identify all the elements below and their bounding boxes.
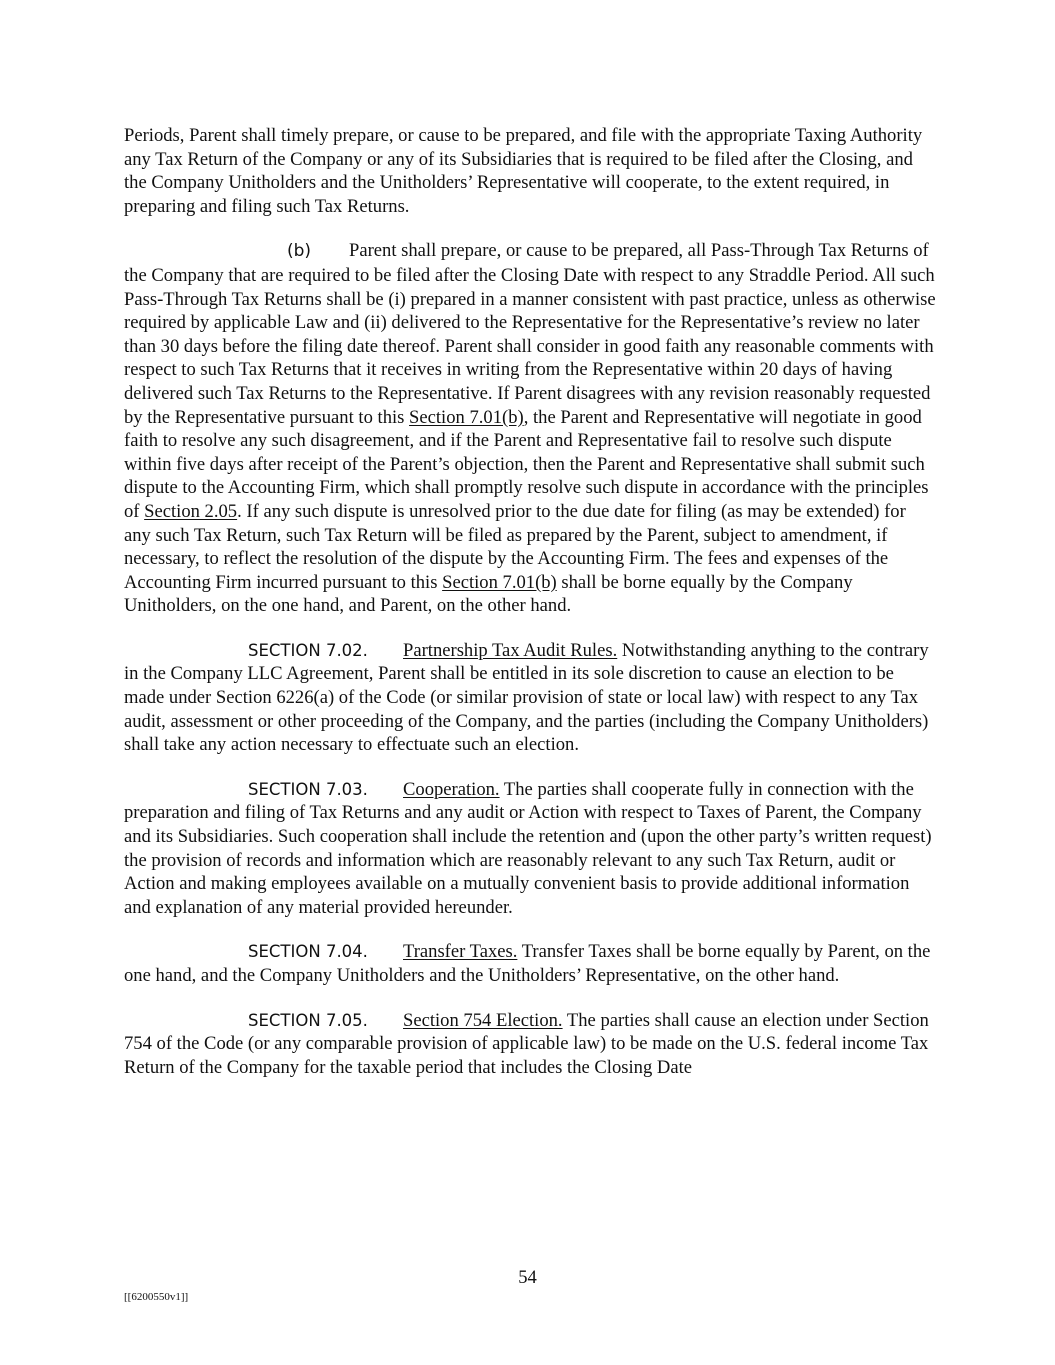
paragraph-text: . If any such dispute is unresolved prior to the due date for filing (as may be extended) for any such Tax Return, such Tax Return will be filed as prepared by the Parent, subject to amendment, if necessary, to reflect the resolution of the dispute by the Accounting Firm. The fees and expenses of the Accounting Firm incurred pursuant to this [124,500,906,593]
section-reference: Section 7.01(b) [409,406,524,428]
section-reference: Section 7.01(b) [442,571,557,593]
section-text: The parties shall cooperate fully in connection with the preparation and filing of Tax Returns and any audit or Action with respect to Taxes of Parent, the Company and its Subsidiaries. Such cooperation shall include the retention and (upon the other party’s written request) the provision of records and information which are reasonably relevant to any such Tax Return, audit or Action and making employees available on a mutually convenient basis to provide additional information and explanation of any material provided hereunder. [124,778,932,918]
section-heading: Transfer Taxes. [403,941,518,963]
document-body [124,124,936,1100]
paragraph-continuation [124,124,936,218]
section-text: Notwithstanding anything to the contrary in the Company LLC Agreement, Parent shall be entitled in its sole discretion to cause an election to be made under Section 6226(a) of the Code (or similar provision of state or local law) with respect to any Tax audit, assessment or other proceeding of the Company, and the parties (including the Company Unitholders) shall take any action necessary to effectuate such an election. [124,639,929,756]
paragraph-text: , the Parent and Representative will negotiate in good faith to resolve any such disagreement, and if the Parent and Representative fail to resolve such dispute within five days after receipt of the Parent’s objection, then the Parent and Representative shall submit such dispute to the Accounting Firm, which shall promptly resolve such dispute in accordance with the principles of [124,406,929,522]
paragraph-text: shall be borne equally by the Company Unitholders, on the one hand, and Parent, on the other hand. [124,571,853,617]
section-7-02 [124,639,936,757]
paragraph-text: Parent shall prepare, or cause to be prepared, all Pass-Through Tax Returns of the Company that are required to be filed after the Closing Date with respect to any Straddle Period. All such Pass-Through Tax Returns shall be (i) prepared in a manner consistent with past practice, unless as otherwise required by applicable Law and (ii) delivered to the Representative for the Representative’s review no later than 30 days before the filing date thereof. Parent shall consider in good faith any reasonable comments with respect to such Tax Returns that it receives in writing from the Representative within 20 days of having delivered such Tax Returns to the Representative. If Parent disagrees with any revision reasonably requested by the Representative pursuant to this [124,240,936,428]
page-number: 54 [518,1267,537,1288]
section-text: Transfer Taxes shall be borne equally by Parent, on the one hand, and the Company Unitholders and the Unitholders’ Representative, on the other hand. [124,941,931,986]
section-heading: Partnership Tax Audit Rules. [403,639,618,661]
section-number: SECTION 7.02. [248,640,368,660]
section-7-05 [124,1009,936,1080]
section-7-04 [124,940,936,987]
section-reference: Section 2.05 [144,500,238,522]
section-heading: Section 754 Election. [403,1009,563,1031]
paragraph-7-01-b [124,239,936,618]
document-id: [[6200550v1]] [124,1291,189,1303]
section-number: SECTION 7.04. [248,942,368,962]
section-number: SECTION 7.05. [248,1010,368,1030]
section-7-03 [124,778,936,920]
section-number: SECTION 7.03. [248,779,368,799]
clause-label: (b) [287,241,312,262]
paragraph-text: Periods, Parent shall timely prepare, or cause to be prepared, and file with the appropriate Taxing Authority any Tax Return of the Company or any of its Subsidiaries that is required to be filed after the Closing, and the Company Unitholders and the Unitholders’ Representative will cooperate, to the extent required, in preparing and filing such Tax Returns. [124,125,923,217]
section-heading: Cooperation. [403,778,500,800]
section-text: The parties shall cause an election under Section 754 of the Code (or any comparable provision of applicable law) to be made on the U.S. federal income Tax Return of the Company for the taxable period that includes the Closing Date [124,1009,929,1078]
